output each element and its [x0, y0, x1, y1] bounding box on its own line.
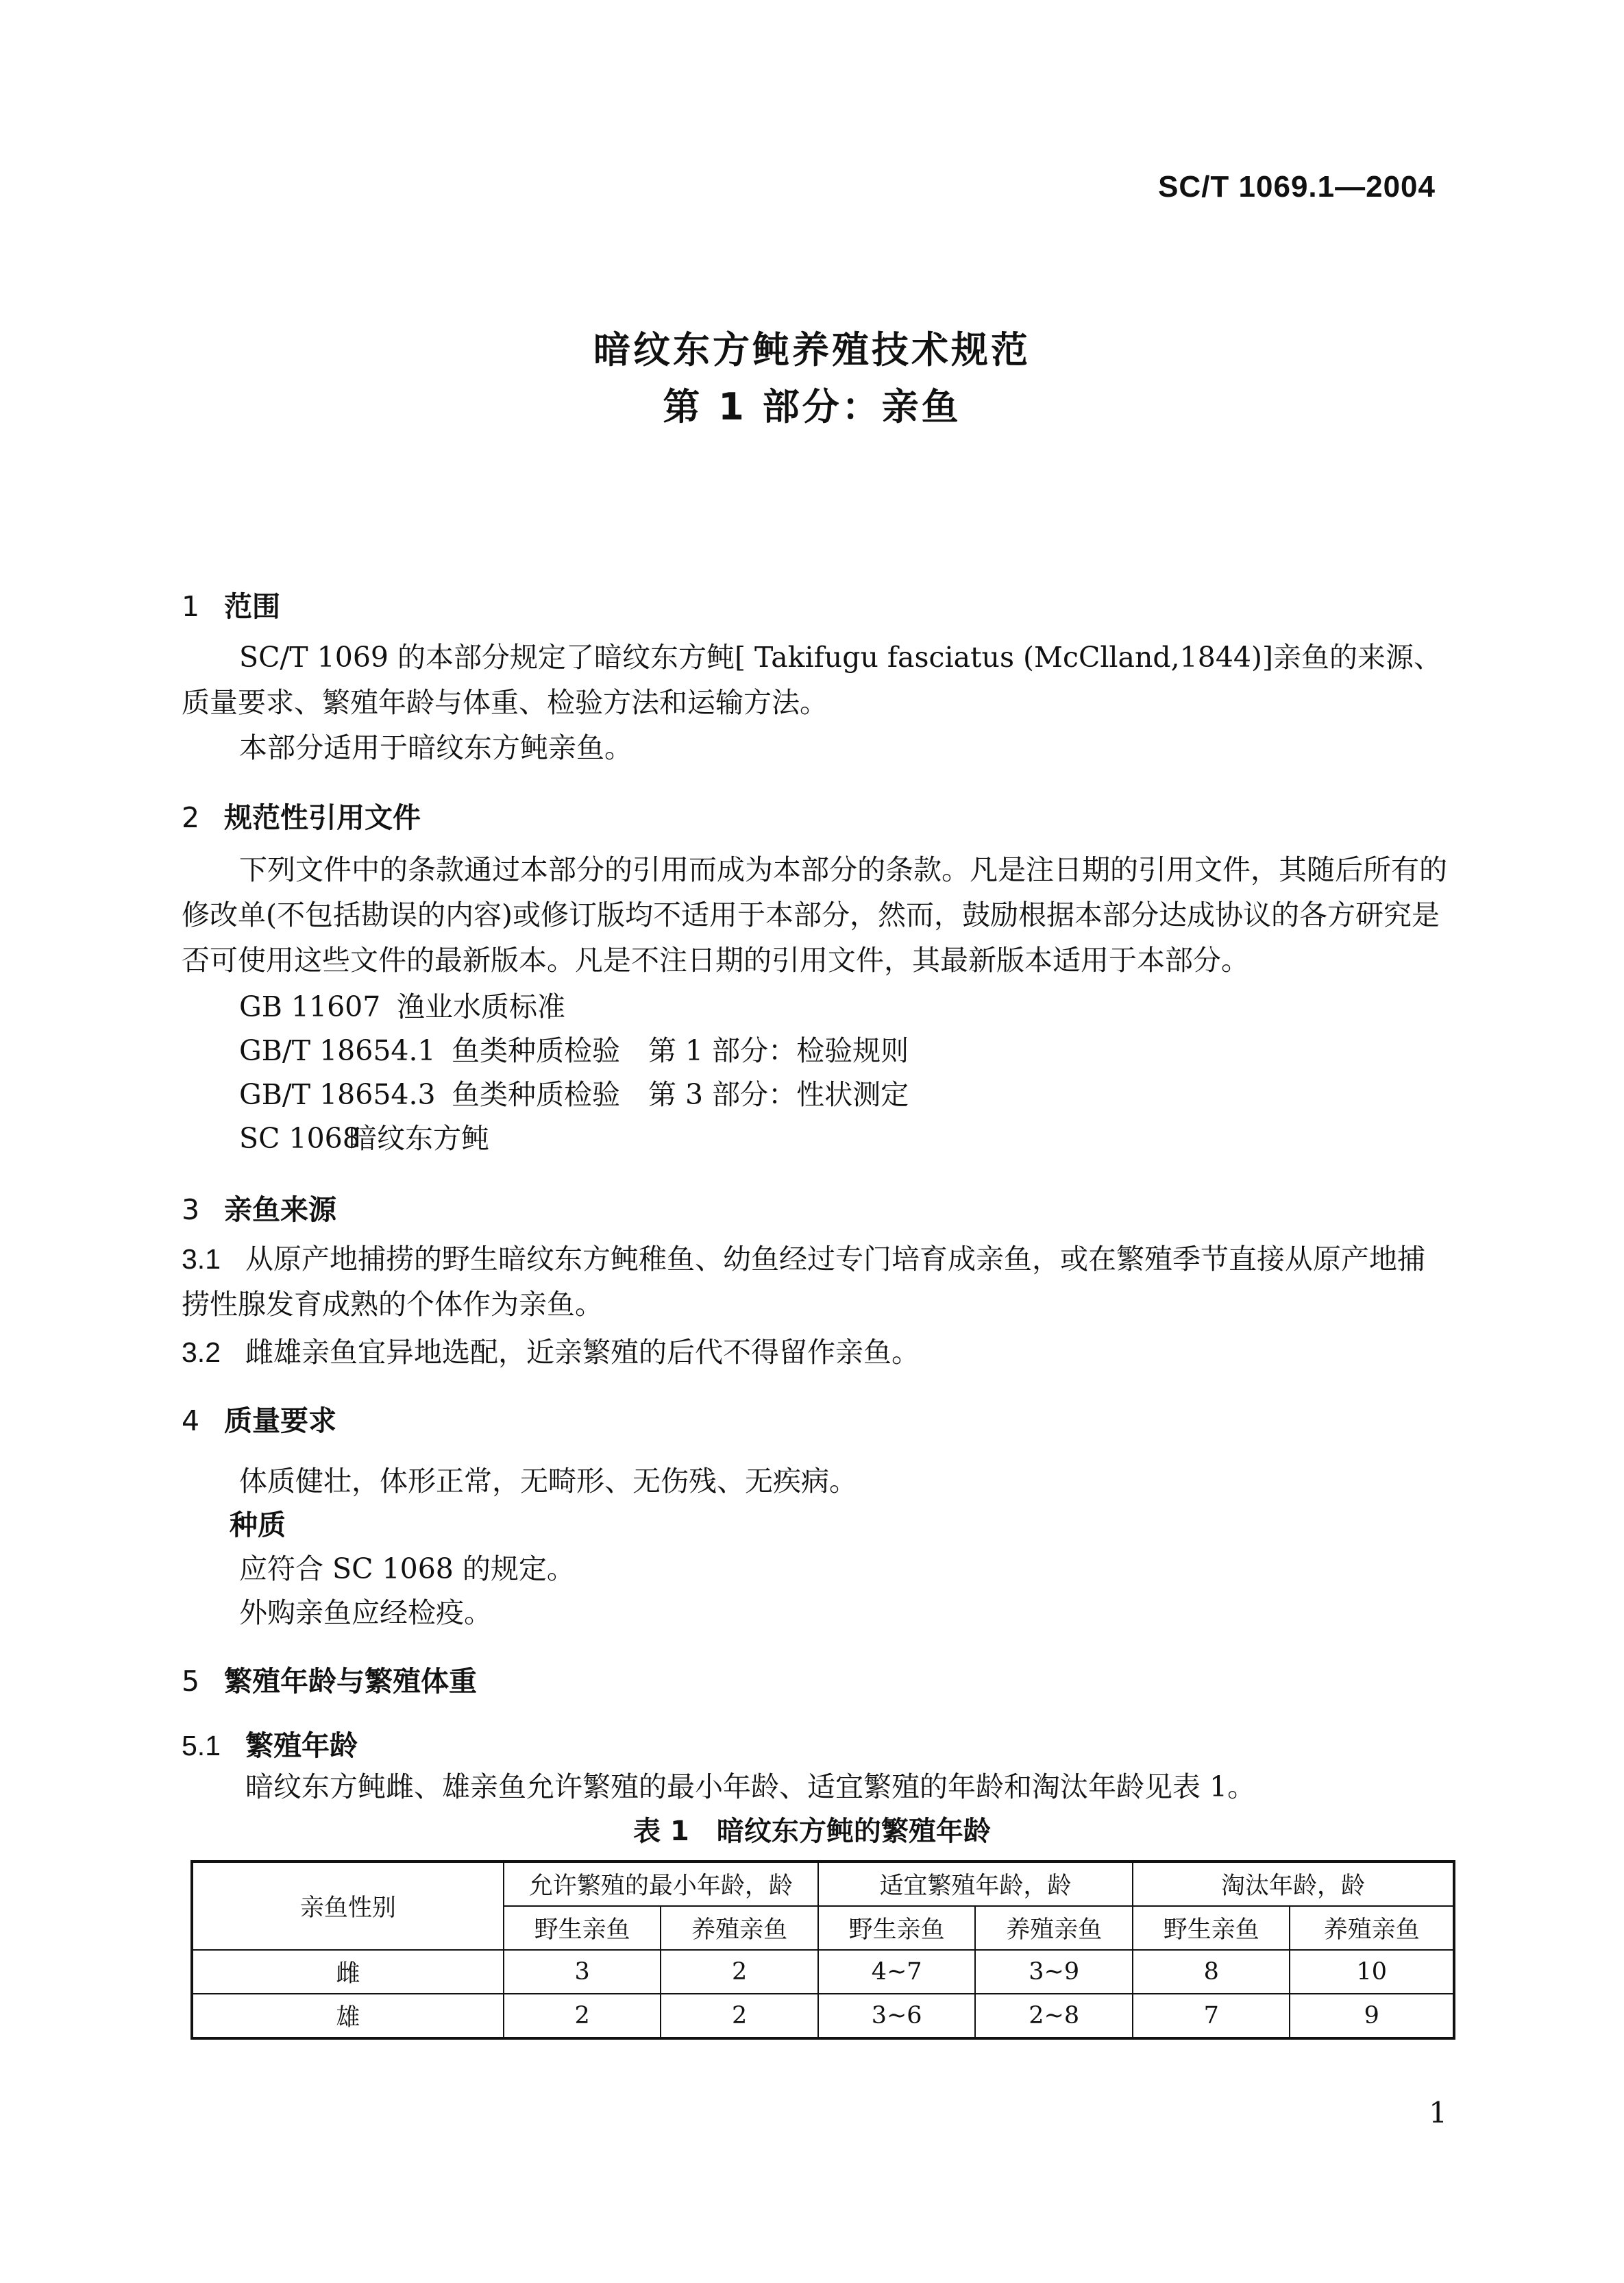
clause-5-1-heading: [182, 1723, 358, 1763]
table-header-cell: 野生亲鱼: [818, 1906, 976, 1950]
table-header-cell: 养殖亲鱼: [1290, 1906, 1454, 1950]
clause-number: 3.1: [182, 1243, 221, 1275]
reference-code: GB/T 18654.3: [239, 1078, 436, 1111]
section-number: 4: [182, 1404, 200, 1437]
reference-code: GB/T 18654.1: [239, 1034, 436, 1067]
table-cell: 8: [1133, 1950, 1290, 1994]
table-cell: 3~9: [975, 1950, 1133, 1994]
table-cell: 3~6: [818, 1994, 976, 2038]
table-header-cell: 亲鱼性别: [192, 1861, 504, 1950]
table-header-cell: 适宜繁殖年龄，龄: [818, 1861, 1133, 1906]
clause-number: 5.1: [182, 1730, 221, 1761]
table-header-cell: 养殖亲鱼: [661, 1906, 817, 1950]
reference-title: 暗纹东方鲀: [349, 1122, 489, 1155]
document-title: 暗纹东方鲀养殖技术规范: [593, 328, 1031, 371]
table-header-cell: 淘汰年龄，龄: [1133, 1861, 1454, 1906]
table-cell: 2~8: [975, 1994, 1133, 2038]
clause-5-1-paragraph: 暗纹东方鲀雌、雄亲鱼允许繁殖的最小年龄、适宜繁殖的年龄和淘汰年龄见表 1。: [245, 1770, 1256, 1803]
section-number: 2: [182, 801, 200, 834]
clause-text: 从原产地捕捞的野生暗纹东方鲀稚鱼、幼鱼经过专门培育成亲鱼，或在繁殖季节直接从原产地捕捞性腺发育成熟的个体作为亲鱼。: [182, 1243, 1425, 1321]
section-3-heading: [182, 1187, 336, 1228]
section-5-heading: [182, 1659, 477, 1699]
section-title: 亲鱼来源: [224, 1193, 336, 1226]
table-row: [192, 1950, 1454, 1994]
section-4-paragraph-3: 外购亲鱼应经检疫。: [239, 1596, 492, 1629]
section-4-heading: [182, 1398, 336, 1439]
reference-item: [239, 1072, 909, 1112]
reference-code: SC 1068: [239, 1122, 360, 1155]
table-cell: 4~7: [818, 1950, 976, 1994]
table-header-row: [192, 1861, 1454, 1906]
reference-code: GB 11607: [239, 990, 381, 1023]
page-number: 1: [1429, 2096, 1447, 2129]
table-header-cell: 允许繁殖的最小年龄，龄: [504, 1861, 818, 1906]
section-title: 质量要求: [224, 1404, 336, 1437]
section-title: 繁殖年龄与繁殖体重: [224, 1665, 477, 1698]
table-cell: 2: [661, 1994, 817, 2038]
table-cell: 9: [1290, 1994, 1454, 2038]
section-1-paragraph-1: SC/T 1069 的本部分规定了暗纹东方鲀[ Takifugu fasciatus (McClland,1844)]亲鱼的来源、质量要求、繁殖年龄与体重、检验方法和运输方法。: [182, 641, 1442, 719]
section-4-paragraph-2: 应符合 SC 1068 的规定。: [239, 1552, 575, 1585]
table-cell: 2: [661, 1950, 817, 1994]
clause-number: 3.2: [182, 1336, 221, 1368]
section-2-paragraph: 下列文件中的条款通过本部分的引用而成为本部分的条款。凡是注日期的引用文件，其随后所有的修改单(不包括勘误的内容)或修订版均不适用于本部分，然而，鼓励根据本部分达成协议的各方研究是否可使用这些文件的最新版本。凡是不注日期的引用文件，其最新版本适用于本部分。: [182, 853, 1447, 977]
clause-3-2: [182, 1330, 1449, 1375]
section-number: 5: [182, 1665, 200, 1698]
standard-number: SC/T 1069.1—2004: [1158, 170, 1436, 204]
reference-title: 鱼类种质检验 第 1 部分：检验规则: [452, 1034, 909, 1067]
table-cell: 7: [1133, 1994, 1290, 2038]
reference-item: [239, 1116, 489, 1156]
section-number: 3: [182, 1193, 200, 1226]
reference-item: [239, 1028, 909, 1069]
table-cell-sex: 雄: [192, 1994, 504, 2038]
table-caption: 表 1 暗纹东方鲀的繁殖年龄: [633, 1816, 991, 1847]
clause-text: 雌雄亲鱼宜异地选配，近亲繁殖的后代不得留作亲鱼。: [245, 1336, 920, 1369]
table-header-cell: 野生亲鱼: [504, 1906, 661, 1950]
table-header-cell: 野生亲鱼: [1133, 1906, 1290, 1950]
breeding-age-table: [190, 1860, 1455, 2040]
reference-title: 鱼类种质检验 第 3 部分：性状测定: [452, 1078, 909, 1111]
section-2-heading: [182, 795, 421, 835]
reference-item: [239, 984, 565, 1025]
table-row: [192, 1994, 1454, 2038]
table-cell: 10: [1290, 1950, 1454, 1994]
clause-3-1: [182, 1236, 1449, 1327]
clause-title: 繁殖年龄: [245, 1729, 358, 1762]
section-title: 规范性引用文件: [224, 801, 421, 834]
document-subtitle: 第 1 部分：亲鱼: [663, 385, 961, 428]
section-number: 1: [182, 590, 200, 623]
section-4-subheading: 种质: [230, 1509, 286, 1541]
table-header-cell: 养殖亲鱼: [975, 1906, 1133, 1950]
table-cell-sex: 雌: [192, 1950, 504, 1994]
section-title: 范围: [224, 590, 280, 623]
section-4-paragraph-1: 体质健壮，体形正常，无畸形、无伤残、无疾病。: [239, 1465, 857, 1498]
reference-title: 渔业水质标准: [397, 990, 565, 1023]
section-1-heading: [182, 584, 280, 624]
table-cell: 3: [504, 1950, 661, 1994]
section-1-paragraph-2: 本部分适用于暗纹东方鲀亲鱼。: [239, 731, 632, 764]
table-cell: 2: [504, 1994, 661, 2038]
